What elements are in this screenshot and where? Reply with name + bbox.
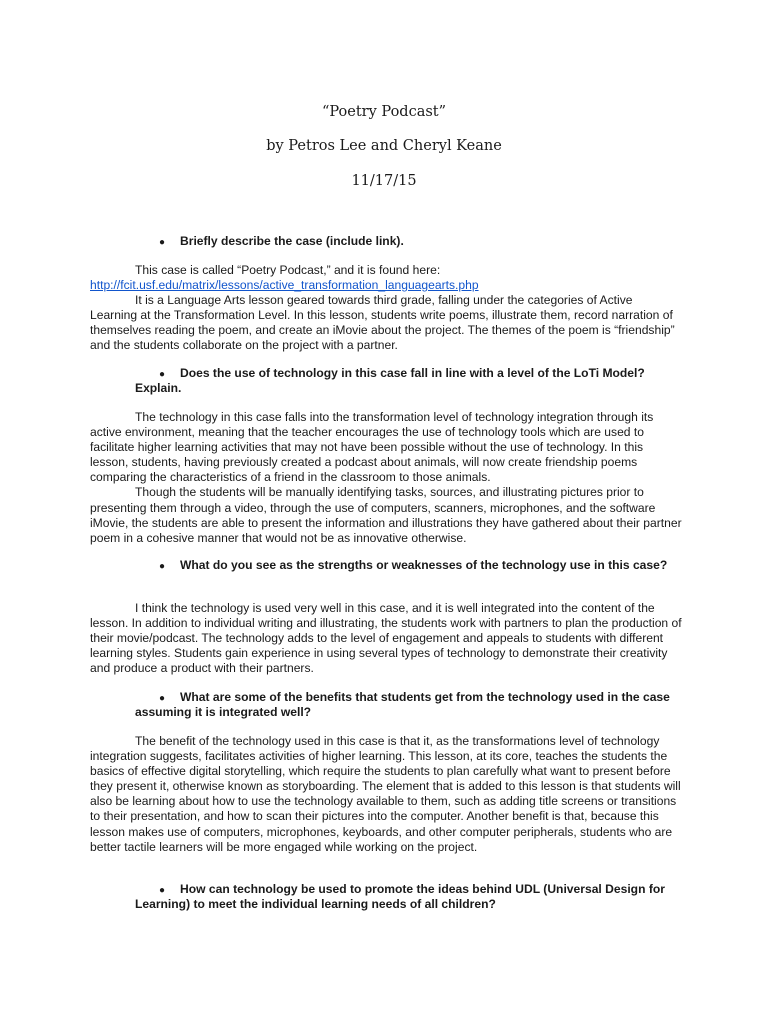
section-body [90, 410, 682, 546]
question-text: What do you see as the strengths or weaknesses of the technology use in this case? [180, 558, 668, 572]
bullet-icon: ● [159, 561, 166, 572]
question-heading [135, 234, 675, 249]
question-heading [135, 366, 675, 397]
case-link-text[interactable]: http://fcit.usf.edu/matrix/lessons/active_transformation_languagearts.php [90, 278, 479, 293]
paragraph: The technology in this case falls into the transformation level of technology integration through its active environment, meaning that the teacher encourages the use of technology tools which are used to facilitate higher learning activities that may not have been possible without the use of technology. In this lesson, students, having previously created a podcast about animals, will now create friendship poems comparing the characteristics of a friend in the classroom to those animals. [90, 410, 654, 485]
document-authors: by Petros Lee and Cheryl Keane [266, 138, 502, 154]
question-text: Briefly describe the case (include link). [180, 234, 404, 248]
document-title: “Poetry Podcast” [321, 104, 447, 120]
section-body [90, 734, 682, 855]
paragraph: It is a Language Arts lesson geared towards third grade, falling under the categories of Active Learning at the Transformation Level. In this lesson, students write poems, illustrate them, record narration of themselves reading the poem, and create an iMovie about the project. The themes of the poem is “friendship” and the students collaborate on the project with a partner. [90, 293, 675, 353]
question-heading [135, 690, 675, 721]
paragraph: This case is called “Poetry Podcast,” and it is found here: [135, 263, 441, 277]
question-heading [135, 882, 675, 913]
question-text: What are some of the benefits that students get from the technology used in the case assuming it is integrated well? [135, 690, 670, 720]
bullet-icon: ● [159, 369, 166, 380]
question-heading [135, 558, 675, 573]
paragraph: I think the technology is used very well in this case, and it is well integrated into the content of the lesson. In addition to individual writing and illustrating, the students work with partners to plan the production of their movie/podcast. The technology adds to the level of engagement and appeals to students with different learning styles. Students gain experience in using several types of technology to demonstrate their creativity and produce a product with their partners. [90, 601, 682, 676]
document-date: 11/17/15 [351, 173, 417, 189]
bullet-icon: ● [159, 885, 166, 896]
paragraph: The benefit of the technology used in this case is that it, as the transformations level of technology integration suggests, facilitates activities of higher learning. This lesson, at its core, teaches the students the basics of effective digital storytelling, which require the students to plan carefully what want to present before they present it, otherwise known as storyboarding. The element that is added to this lesson is that students will also be learning about how to use the technology available to them, such as adding title screens or transitions to their presentation, and how to scan their pictures into the computer. Another benefit is that, because this lesson makes use of computers, microphones, keyboards, and other computer peripherals, students who are better tactile learners will be more engaged while working on the project. [90, 734, 681, 854]
case-link[interactable] [90, 278, 682, 293]
question-text: Does the use of technology in this case fall in line with a level of the LoTi Model? Explain. [135, 366, 645, 396]
bullet-icon: ● [159, 237, 166, 248]
section-body [90, 601, 682, 676]
bullet-icon: ● [159, 693, 166, 704]
section-body [90, 263, 682, 354]
question-text: How can technology be used to promote the ideas behind UDL (Universal Design for Learning) to meet the individual learning needs of all children? [135, 882, 665, 912]
paragraph: Though the students will be manually identifying tasks, sources, and illustrating pictures prior to presenting them through a video, through the use of computers, scanners, microphones, and the software iMovie, the students are able to present the information and illustrations they have gathered about their partner poem in a cohesive manner that would not be as innovative otherwise. [90, 485, 682, 545]
